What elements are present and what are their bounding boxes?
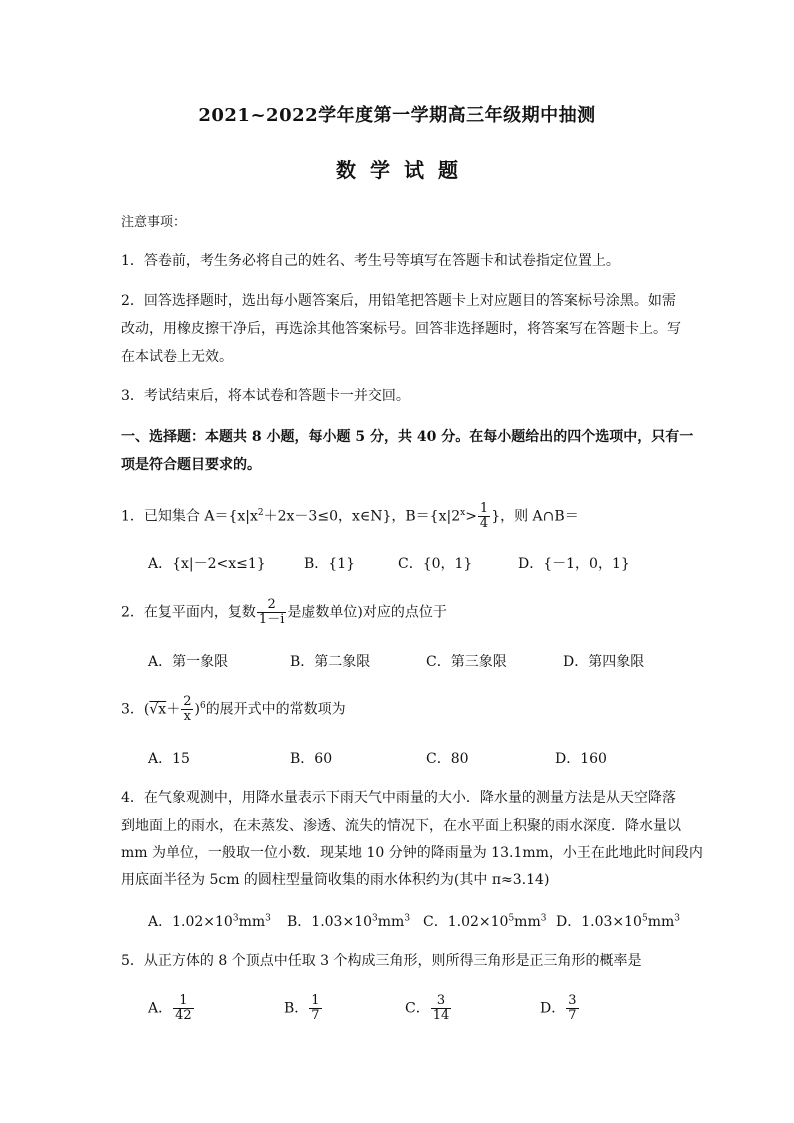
q4-d-unit-exp: 3 xyxy=(674,913,680,924)
question-4-line-2: 到地面上的雨水，在未蒸发、渗透、流失的情况下，在水平面上积聚的雨水深度．降水量以 xyxy=(121,818,681,834)
q1-sup-1: 2 xyxy=(257,507,264,518)
q4-b-unit-exp: 3 xyxy=(404,913,411,924)
q4-option-d xyxy=(556,911,680,931)
q5-a-fraction xyxy=(173,994,194,1023)
q5-a-den: 42 xyxy=(175,1008,192,1023)
q2-frac-num: 2 xyxy=(267,597,276,612)
q4-d-base: D．1.03×10 xyxy=(556,914,642,930)
q3-prefix: 3．( xyxy=(121,701,150,718)
q1-mid-1: ＋2x－3≤0，x∈N}，B＝{x|2 xyxy=(263,508,461,525)
q2-option-b: B．第二象限 xyxy=(290,654,371,670)
notice-item-2-line-3: 在本试卷上无效。 xyxy=(121,349,233,365)
q5-c-fraction xyxy=(431,994,452,1023)
q3-option-b: B．60 xyxy=(290,751,333,767)
exam-subtitle: 数学试题 xyxy=(336,158,472,182)
q1-option-c: C．{0，1} xyxy=(398,556,473,572)
section-heading-line-1: 一、选择题：本题共 8 小题，每小题 5 分，共 40 分。在每小题给出的四个选项中，只有一 xyxy=(121,429,694,445)
q4-a-unit-exp: 3 xyxy=(265,913,271,924)
q1-option-b: B．{1} xyxy=(304,556,356,572)
q2-frac-den: 1－i xyxy=(258,612,285,627)
q3-sup: 6 xyxy=(199,700,206,711)
q4-a-unit: mm xyxy=(238,914,266,930)
q5-option-a xyxy=(148,994,195,1023)
q3-frac-num: 2 xyxy=(183,694,192,709)
q5-b-den: 7 xyxy=(311,1008,320,1023)
q4-c-base: C．1.02×10 xyxy=(423,914,509,930)
q4-c-exp: 5 xyxy=(508,913,515,924)
q4-c-unit-exp: 3 xyxy=(540,913,547,924)
q2-suffix: 是虚数单位)对应的点位于 xyxy=(287,604,447,621)
q4-option-a xyxy=(148,911,271,931)
q4-c-unit: mm xyxy=(514,914,541,930)
q5-d-den: 7 xyxy=(568,1008,577,1023)
q4-option-b xyxy=(287,911,410,931)
notice-item-2-line-2: 改动，用橡皮擦干净后，再选涂其他答案标号。回答非选择题时，将答案写在答题卡上。写 xyxy=(121,321,681,337)
q2-fraction xyxy=(257,598,286,627)
q3-close: ) xyxy=(194,701,200,718)
q5-d-fraction xyxy=(566,994,578,1023)
q4-b-base: B．1.03×10 xyxy=(287,914,373,930)
q1-option-a: A．{x|－2<x≤1} xyxy=(148,556,266,572)
notice-item-2-line-1: 2．回答选择题时，选出每小题答案后，用铅笔把答题卡上对应题目的答案标号涂黑。如需 xyxy=(121,293,676,309)
q5-option-c xyxy=(405,994,452,1023)
q1-sup-2: x xyxy=(460,507,466,518)
notice-item-3: 3．考试结束后，将本试卷和答题卡一并交回。 xyxy=(121,388,410,404)
q3-option-c: C．80 xyxy=(426,751,469,767)
question-2-stem xyxy=(121,598,447,627)
question-1-stem xyxy=(121,502,579,531)
q4-a-base: A．1.02×10 xyxy=(148,914,233,930)
q5-b-label: B． xyxy=(284,1000,309,1017)
q1-option-d: D．{－1，0，1} xyxy=(518,556,630,572)
q5-option-d xyxy=(540,994,580,1023)
q5-b-num: 1 xyxy=(311,993,320,1008)
q3-option-d: D．160 xyxy=(555,751,607,767)
exam-title: 2021~2022学年度第一学期高三年级期中抽测 xyxy=(198,105,596,126)
q2-option-c: C．第三象限 xyxy=(426,654,507,670)
q5-d-label: D． xyxy=(540,1000,566,1017)
q1-mid-2: > xyxy=(465,508,477,525)
question-4-line-4: 用底面半径为 5cm 的圆柱型量筒收集的雨水体积约为(其中 π≈3.14) xyxy=(121,872,550,888)
question-4-line-1: 4．在气象观测中，用降水量表示下雨天气中雨量的大小．降水量的测量方法是从天空降落 xyxy=(121,790,676,806)
notice-heading: 注意事项： xyxy=(121,215,187,230)
question-5-stem: 5．从正方体的 8 个顶点中任取 3 个构成三角形，则所得三角形是正三角形的概率是 xyxy=(121,953,642,969)
q1-suffix: }，则 A∩B＝ xyxy=(491,508,579,525)
q2-prefix: 2．在复平面内，复数 xyxy=(121,604,256,621)
q3-suffix: 的展开式中的常数项为 xyxy=(205,701,346,718)
q5-a-num: 1 xyxy=(179,993,188,1008)
q4-d-unit: mm xyxy=(647,914,675,930)
q4-a-exp: 3 xyxy=(232,913,239,924)
q1-fraction xyxy=(478,502,490,531)
section-heading-line-2: 项是符合题目要求的。 xyxy=(121,457,261,473)
q5-a-label: A． xyxy=(148,1000,173,1017)
question-4-line-3: mm 为单位，一般取一位小数．现某地 10 分钟的降雨量为 13.1mm，小王在此地此时间段内 xyxy=(121,845,703,861)
q2-option-d: D．第四象限 xyxy=(563,654,645,670)
q5-c-label: C． xyxy=(405,1000,430,1017)
question-3-stem xyxy=(121,695,346,724)
q4-option-c xyxy=(423,911,546,931)
q5-c-den: 14 xyxy=(432,1008,450,1023)
q4-b-unit: mm xyxy=(377,914,405,930)
q5-b-fraction xyxy=(309,994,321,1023)
q3-plus: ＋ xyxy=(166,701,181,718)
q4-d-exp: 5 xyxy=(641,913,648,924)
q3-sqrt: √x xyxy=(149,701,167,718)
notice-item-1: 1．答卷前，考生务必将自己的姓名、考生号等填写在答题卡和试卷指定位置上。 xyxy=(121,253,620,269)
q5-option-b xyxy=(284,994,323,1023)
q3-fraction xyxy=(181,695,193,724)
q1-prefix: 1．已知集合 A＝{x|x xyxy=(121,508,258,525)
q2-option-a: A．第一象限 xyxy=(148,654,229,670)
q5-c-num: 3 xyxy=(436,993,446,1008)
q3-frac-den: x xyxy=(181,709,193,724)
q4-b-exp: 3 xyxy=(372,913,378,924)
q5-d-num: 3 xyxy=(568,993,577,1008)
q1-frac-den: 4 xyxy=(479,516,489,531)
q3-option-a: A．15 xyxy=(148,751,190,767)
q1-frac-num: 1 xyxy=(479,501,489,516)
